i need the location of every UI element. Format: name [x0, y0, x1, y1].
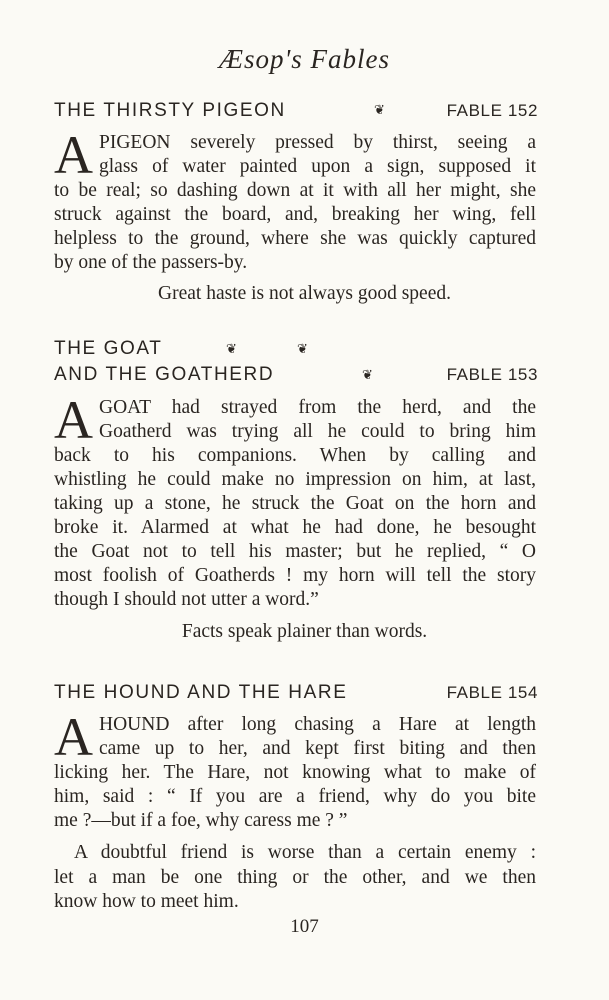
text-line: GOAT had strayed from the herd, and the: [99, 397, 536, 418]
moral-line: A doubtful friend is worse than a certain enemy :: [74, 842, 536, 863]
text-line: to be real; so dashing down at it with all her might, she: [54, 180, 536, 201]
text-line: taking up a stone, he struck the Goat on the horn and: [54, 493, 536, 514]
fable-153-text: [54, 390, 536, 612]
text-line: though I should not utter a word.”: [54, 589, 319, 610]
text-line: whistling he could make no impression on him, at last,: [54, 469, 536, 490]
text-line: by one of the passers-by.: [54, 252, 248, 273]
fable-154-heading: [54, 682, 538, 704]
fable-title: THE THIRSTY PIGEON: [54, 100, 286, 121]
ornament-icon: ❦: [362, 367, 375, 382]
moral-line: let a man be one thing or the other, and we then: [54, 866, 536, 888]
text-line: him, said : “ If you are a friend, why do you bite: [54, 786, 536, 807]
text-line: licking her. The Hare, not knowing what to make of: [54, 762, 536, 783]
page-number: 107: [290, 916, 319, 937]
fable-152-heading: [54, 100, 538, 122]
ornament-icon: ❦: [374, 102, 387, 117]
drop-cap: A: [54, 125, 93, 185]
text-line: struck against the board, and, breaking her wing, fell: [54, 204, 536, 225]
ornament-icon: ❦: [297, 341, 310, 356]
fable-152-text: [54, 125, 536, 275]
fable-number: FABLE 154: [446, 683, 538, 702]
text-line: glass of water painted upon a sign, supposed it: [99, 156, 536, 177]
moral-line: know how to meet him.: [54, 891, 239, 912]
running-head: Æsop's Fables: [218, 44, 391, 74]
fable-title: AND THE GOATHERD: [54, 364, 275, 385]
fable-154-text: [54, 707, 536, 833]
text-line: most foolish of Goatherds ! my horn will tell the story: [54, 565, 536, 586]
text-line: helpless to the ground, where she was quickly captured: [54, 228, 536, 249]
fable-title: THE HOUND AND THE HARE: [54, 682, 348, 703]
fable-154-moral: [54, 841, 536, 915]
text-line: PIGEON severely pressed by thirst, seeing a: [99, 132, 536, 153]
fable-number: FABLE 152: [446, 101, 538, 120]
drop-cap: A: [54, 390, 93, 450]
text-line: me ?—but if a foe, why caress me ? ”: [54, 810, 348, 831]
fable-153-heading-line2: [54, 364, 538, 386]
fable-153-heading-line1: [54, 338, 538, 360]
fable-number: FABLE 153: [446, 365, 538, 384]
text-line: Goatherd was trying all he could to bring him: [99, 421, 536, 442]
text-line: came up to her, and kept first biting and then: [99, 738, 536, 759]
fable-153-moral: Facts speak plainer than words.: [181, 621, 428, 642]
ornament-icon: ❦: [226, 341, 239, 356]
text-line: HOUND after long chasing a Hare at length: [99, 714, 536, 735]
text-line: back to his companions. When by calling and: [54, 445, 536, 466]
text-line: the Goat not to tell his master; but he replied, “ O: [54, 541, 536, 562]
drop-cap: A: [54, 707, 93, 767]
fable-152-moral: Great haste is not always good speed.: [158, 283, 451, 304]
text-line: broke it. Alarmed at what he had done, he besought: [54, 517, 536, 538]
fable-title: THE GOAT: [54, 338, 163, 359]
